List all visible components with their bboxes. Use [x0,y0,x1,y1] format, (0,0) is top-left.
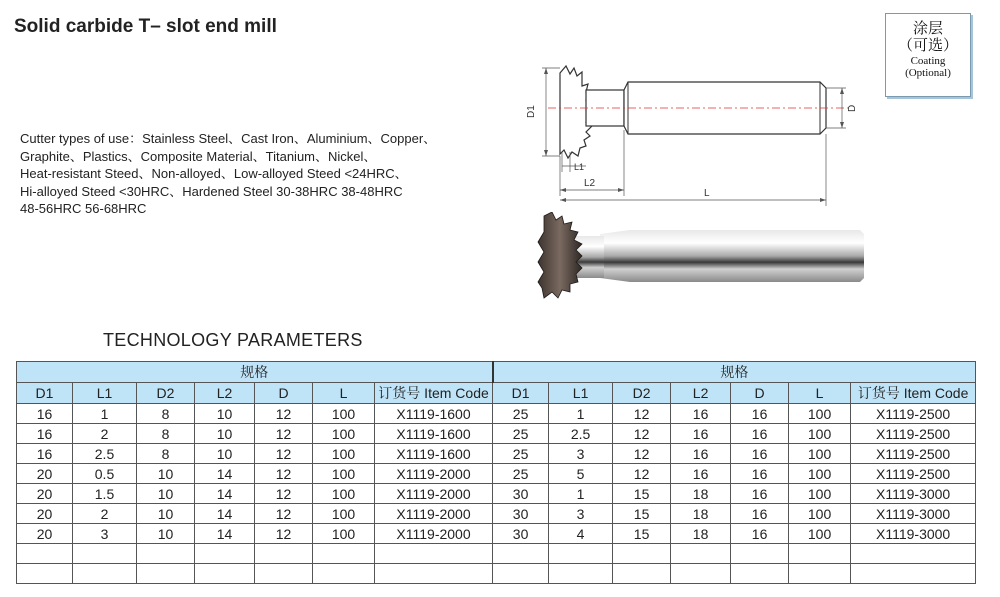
table-cell: 16 [17,424,73,444]
table-cell: 12 [255,404,313,424]
table-cell: 18 [671,504,731,524]
table-cell: 100 [313,524,375,544]
cutter-types-line: 48-56HRC 56-68HRC [20,201,147,216]
item-code-cell: X1119-3000 [851,484,976,504]
table-cell: 100 [789,524,851,544]
table-cell [789,544,851,564]
parameters-table-body [17,404,976,584]
table-cell [493,544,549,564]
table-cell: 16 [731,444,789,464]
table-cell: 14 [195,484,255,504]
table-cell: 18 [671,484,731,504]
table-cell [313,564,375,584]
column-header: D2 [613,383,671,404]
table-cell: 12 [613,404,671,424]
table-cell: 100 [313,464,375,484]
table-cell: 25 [493,424,549,444]
dim-label-l: L [704,188,710,199]
table-cell: 15 [613,484,671,504]
table-cell: 8 [137,444,195,464]
table-cell: 16 [17,404,73,424]
table-cell: 20 [17,484,73,504]
empty-table-row [17,544,976,564]
table-cell: 2 [73,424,137,444]
table-cell [255,564,313,584]
item-code-cell: X1119-1600 [375,444,493,464]
table-cell [375,564,493,584]
table-cell: 15 [613,524,671,544]
table-cell [851,564,976,584]
coating-en-label: Coating [910,55,946,67]
table-cell: 100 [789,484,851,504]
table-cell [789,564,851,584]
table-cell: 16 [731,464,789,484]
table-cell: 12 [613,424,671,444]
table-cell: 16 [671,424,731,444]
table-cell: 100 [789,464,851,484]
table-cell: 20 [17,524,73,544]
table-cell: 10 [137,504,195,524]
item-code-cell: X1119-2500 [851,404,976,424]
table-cell: 25 [493,464,549,484]
table-cell [195,544,255,564]
table-cell: 100 [789,424,851,444]
table-cell: 10 [137,464,195,484]
table-cell: 16 [731,484,789,504]
column-header: L [789,383,851,404]
photo-shank [600,230,864,282]
table-cell: 12 [255,504,313,524]
table-cell: 25 [493,404,549,424]
table-cell [671,544,731,564]
table-cell: 14 [195,464,255,484]
table-row [17,464,976,484]
table-row [17,504,976,524]
table-cell [195,564,255,584]
table-cell: 3 [549,504,613,524]
column-header: L2 [671,383,731,404]
cutter-types-line: Cutter types of use：Stainless Steel、Cast Iron、Aluminium、Copper、 [20,131,437,146]
table-cell: 30 [493,524,549,544]
table-cell: 12 [255,484,313,504]
column-header: 订货号 Item Code [851,383,976,404]
table-cell: 12 [613,444,671,464]
table-cell: 100 [789,404,851,424]
page-title: Solid carbide T– slot end mill [14,16,277,37]
table-cell: 100 [313,504,375,524]
coating-zh-optional: （可选） [897,36,958,54]
table-cell: 8 [137,424,195,444]
table-cell [17,564,73,584]
item-code-cell: X1119-2500 [851,424,976,444]
table-cell [613,544,671,564]
group-header-right: 规格 [493,362,976,383]
column-header: 订货号 Item Code [375,383,493,404]
table-cell: 12 [255,444,313,464]
table-cell: 16 [731,524,789,544]
table-cell [73,564,137,584]
item-code-cell: X1119-1600 [375,424,493,444]
table-cell: 1.5 [73,484,137,504]
table-cell [549,564,613,584]
cutter-types-line: Heat-resistant Steed、Non-alloyed、Low-alloyed Steed <24HRC、 [20,166,408,181]
table-cell: 16 [731,504,789,524]
column-header: D1 [493,383,549,404]
item-code-cell: X1119-2500 [851,464,976,484]
coating-optional-badge [885,13,971,97]
item-code-cell: X1119-2500 [851,444,976,464]
column-header: D2 [137,383,195,404]
table-cell: 2.5 [73,444,137,464]
coating-en-optional: (Optional) [905,67,951,79]
cutter-types-description [20,130,500,218]
product-photo [530,212,870,302]
table-cell: 12 [255,424,313,444]
item-code-cell: X1119-3000 [851,504,976,524]
column-header: L2 [195,383,255,404]
table-cell [313,544,375,564]
table-cell [73,544,137,564]
dim-label-l1: L1 [574,162,585,172]
table-cell: 100 [313,404,375,424]
table-cell: 14 [195,524,255,544]
table-cell: 100 [789,444,851,464]
table-row [17,444,976,464]
table-cell: 100 [313,424,375,444]
table-cell: 20 [17,464,73,484]
parameters-table [16,361,976,584]
table-cell: 16 [731,424,789,444]
column-header: D [255,383,313,404]
table-cell: 25 [493,444,549,464]
table-cell [549,544,613,564]
table-cell: 3 [73,524,137,544]
table-cell: 100 [313,444,375,464]
column-header-row [17,383,976,404]
table-cell [17,544,73,564]
table-cell: 2.5 [549,424,613,444]
table-cell: 4 [549,524,613,544]
table-cell: 16 [17,444,73,464]
table-cell [851,544,976,564]
table-cell: 1 [549,484,613,504]
item-code-cell: X1119-2000 [375,524,493,544]
table-cell: 10 [137,484,195,504]
table-cell: 20 [17,504,73,524]
table-cell [493,564,549,584]
item-code-cell: X1119-1600 [375,404,493,424]
table-cell [613,564,671,584]
table-cell [731,544,789,564]
table-cell: 30 [493,484,549,504]
table-cell: 10 [195,424,255,444]
table-cell: 8 [137,404,195,424]
table-cell: 18 [671,524,731,544]
table-cell: 16 [731,404,789,424]
item-code-cell: X1119-2000 [375,464,493,484]
table-row [17,484,976,504]
table-cell: 1 [549,404,613,424]
table-cell: 1 [73,404,137,424]
column-header: L1 [73,383,137,404]
table-cell [137,564,195,584]
coating-zh-label: 涂层 [912,19,943,37]
table-cell: 16 [671,444,731,464]
dim-label-l2: L2 [584,178,596,189]
table-cell: 0.5 [73,464,137,484]
cutter-types-line: Hi-alloyed Steed <30HRC、Hardened Steel 30-38HRC 38-48HRC [20,183,403,199]
item-code-cell: X1119-2000 [375,504,493,524]
table-cell [375,544,493,564]
table-cell: 14 [195,504,255,524]
cutter-types-line: Graphite、Plastics、Composite Material、Titanium、Nickel、 [20,148,377,164]
table-cell [255,544,313,564]
table-cell: 10 [195,404,255,424]
table-cell: 15 [613,504,671,524]
table-row [17,524,976,544]
group-header-row [17,362,976,383]
table-cell: 12 [255,524,313,544]
section-title: TECHNOLOGY PARAMETERS [103,330,363,350]
table-cell [137,544,195,564]
table-cell: 12 [255,464,313,484]
table-cell: 2 [73,504,137,524]
table-cell: 10 [137,524,195,544]
table-cell: 3 [549,444,613,464]
table-row [17,424,976,444]
technical-drawing [520,60,870,210]
table-cell: 12 [613,464,671,484]
item-code-cell: X1119-2000 [375,484,493,504]
empty-table-row [17,564,976,584]
photo-cutter-head [538,212,582,298]
table-row [17,404,976,424]
column-header: D1 [17,383,73,404]
table-cell: 30 [493,504,549,524]
table-cell: 10 [195,444,255,464]
table-cell: 16 [671,464,731,484]
column-header: L1 [549,383,613,404]
column-header: D [731,383,789,404]
column-header: L [313,383,375,404]
table-cell: 100 [789,504,851,524]
table-cell [731,564,789,584]
item-code-cell: X1119-3000 [851,524,976,544]
table-cell [671,564,731,584]
group-header-left: 规格 [17,362,493,383]
table-cell: 100 [313,484,375,504]
table-cell: 5 [549,464,613,484]
dim-label-d1: D1 [526,105,537,118]
dim-label-d: D [847,104,858,112]
table-cell: 16 [671,404,731,424]
